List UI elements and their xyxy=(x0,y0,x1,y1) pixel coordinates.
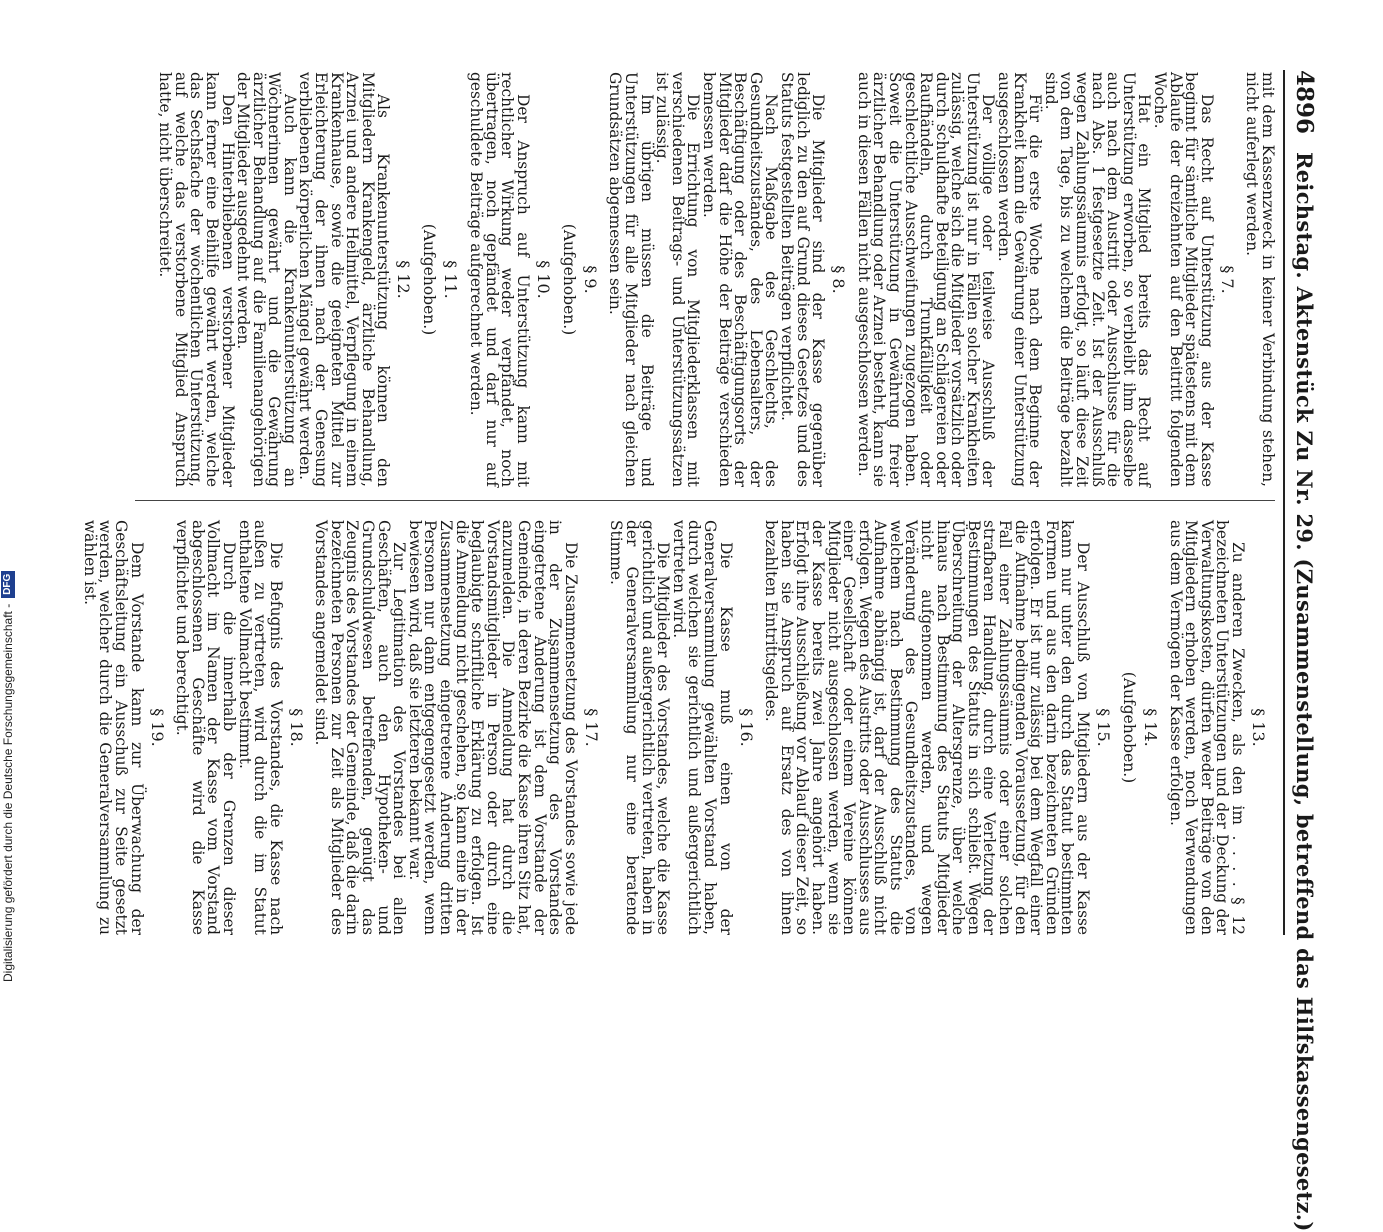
paragraph: Für die erste Woche nach dem Beginne der Krankheit kann die Gewährung einer Unterstützung ausgeschlossen werden. xyxy=(995,72,1045,487)
section-heading-7: § 7. xyxy=(1217,265,1237,294)
section-status-9: (Aufgehoben.) xyxy=(559,223,578,336)
section-status-14: (Aufgehoben.) xyxy=(1120,671,1139,784)
section-heading-17: § 17. xyxy=(581,708,601,747)
paragraph: Durch die innerhalb der Grenzen dieser Vollmacht im Namen der Kasse vom Vorstand abgeschlossenen Geschäfte wird die Kasse verpflichtet und berechtigt. xyxy=(173,520,238,935)
paragraph: Hat ein Mitglied bereits das Recht auf Unterstützung erworben, so verbleibt ihm dasselbe auch nach dem Austritt oder Ausschlusse für die nach Abs. 1 festgesetzte Zeit. Ist der Ausschluß wegen Zahlungssäumnis erfolgt, so läuft diese Zeit von dem Tage, bis zu welchem die Beiträge bezahlt sind. xyxy=(1041,72,1154,487)
section-status-11: (Aufgehoben.) xyxy=(420,223,439,336)
section-heading-16: § 16. xyxy=(736,708,756,747)
right-column xyxy=(80,520,1275,935)
paragraph: Den Hinterbliebenen verstorbener Mitglieder kann ferner eine Beihilfe gewährt werden, welche das Sechsfache der wöchentlichen Unterstützung, auf welche das verstorbene Mitglied Anspruch hatte, nicht überschreitet. xyxy=(156,72,237,487)
paragraph: Zur Legitimation des Vorstandes bei allen Geschäften, auch den Hypotheken- und Grundschuldwesen betreffenden, genügt das Zeugnis des Vorstandes der Gemeinde, daß die darin bezeichneten Personen zur Zeit als Mitglieder des Vorstandes angemeldet sind. xyxy=(312,520,409,935)
paragraph: Der Anspruch auf Unterstützung kann mit rechtlicher Wirkung weder verpfändet, noch übertragen, noch gepfändet und darf nur auf geschuldete Beiträge aufgerechnet werden. xyxy=(467,72,532,487)
header-rule xyxy=(1283,70,1285,935)
section-heading-12: § 12. xyxy=(394,260,414,299)
footer xyxy=(0,0,18,1000)
dfg-logo-icon: DFG xyxy=(1,571,15,598)
paragraph: Das Recht auf Unterstützung aus der Kasse beginnt für sämtliche Mitglieder spätestens mit dem Ablaufe der dreizehnten auf den Beitritt folgenden Woche. xyxy=(1151,72,1216,487)
paragraph: Die Befugnis des Vorstandes, die Kasse nach außen zu vertreten, wird durch die im Statut enthaltene Vollmacht bestimmt. xyxy=(235,520,285,935)
left-column xyxy=(125,72,1275,487)
column-divider xyxy=(135,500,1275,501)
section-heading-15: § 15. xyxy=(1094,708,1114,747)
paragraph: Nach Maßgabe des Geschlechts, des Gesundheitszustandes, des Lebensalters, der Beschäftigung oder des Beschäftigungsorts der Mitglieder darf die Höhe der Beiträge verschieden bemessen werden. xyxy=(700,72,781,487)
section-heading-8: § 8. xyxy=(829,265,849,294)
paragraph: Zu anderen Zwecken, als den im . . . . § 12 bezeichneten Unterstützungen und der Deckung der Verwaltungskosten, dürfen weder Beiträge von den Mitgliedern erhoben werden, noch Verwendungen aus dem Vermögen der Kasse erfolgen. xyxy=(1166,520,1247,935)
section-heading-11: § 11. xyxy=(441,260,461,299)
paragraph: Als Krankenunterstützung können den Mitgliedern Krankengeld, ärztliche Behandlung, Arznei und andere Heilmittel, Verpflegung in einem Krankenhause, sowie die geeigneten Mittel zur Erleichterung der ihnen nach der Genesung verbliebenen körperlichen Mängel gewährt werden. xyxy=(296,72,393,487)
page-header xyxy=(1285,70,1325,1232)
intro-paragraph: mit dem Kassenzweck in keiner Verbindung stehen, nicht auferlegt werden. xyxy=(1243,72,1277,487)
paragraph: Die Mitglieder des Vorstandes, welche die Kasse gerichtlich und außergerichtlich vertreten, haben in der Generalversammlung nur eine beratende Stimme. xyxy=(607,520,673,935)
paragraph: Die Zusammensetzung des Vorstandes sowie jede in der Zusammensetzung des Vorstandes eingetretene Änderung ist dem Vorstande der Gemeinde, in deren Bezirke die Kasse ihren Sitz hat, anzumelden. Die Anmeldung hat durch die Vorstandsmitglieder in Person oder durch eine beglaubigte schriftliche Erklärung zu erfolgen. Ist die Anmeldung nicht geschehen, so kann eine in der Zusammensetzung eingetretene Änderung dritten Personen nur dann entgegengesetzt werden, wenn bewiesen wird, daß sie letzteren bekannt war. xyxy=(405,520,580,935)
section-heading-19: § 19. xyxy=(147,708,167,747)
paragraph: Die Mitglieder sind der Kasse gegenüber lediglich zu den auf Grund dieses Gesetzes und des Statuts festgestellten Beiträgen verpflichtet. xyxy=(777,72,828,487)
footer-credit-text: Digitalisierung gefördert durch die Deutsche Forschungsgemeinschaft - xyxy=(1,603,15,982)
section-heading-14: § 14. xyxy=(1141,708,1161,747)
section-heading-10: § 10. xyxy=(533,260,553,299)
paragraph: Der Ausschluß von Mitgliedern aus der Kasse kann nur unter den durch das Statut bestimmten Formen und aus den darin bezeichneten Gründen erfolgen. Er ist nur zulässig bei dem Wegfall einer die Aufnahme bedingenden Voraussetzung, für den Fall einer Zahlungssäumnis oder einer solchen strafbaren Handlung, durch eine Verletzung der Bestimmungen des Statuts in sich schließt. Wegen Überschreitung der Altersgrenze, über welche hinaus nach Bestimmung des Statuts Mitglieder nicht aufgenommen werden, und wegen Veränderung des Gesundheitszustandes, von welchem nach Bestimmung des Statuts die Aufnahme abhängig ist, darf der Ausschluß nicht erfolgen. Wegen des Austritts oder Ausschlusses aus einer Gesellschaft oder einem Vereine können Mitglieder nicht ausgeschlossen werden, wenn sie der Kasse bereits zwei Jahre angehört haben. Erfolgt ihre Ausschließung vor Ablauf dieser Zeit, so haben sie Anspruch auf Ersatz des von ihnen bezahlten Eintrittsgeldes. xyxy=(762,520,1093,935)
paragraph: Die Errichtung von Mitgliederklassen mit verschiedenen Beitrags- und Unterstützungssätzen ist zulässig. xyxy=(653,72,703,487)
paragraph: Die Kasse muß einen von der Generalversammlung gewählten Vorstand haben, durch welchen sie gerichtlich und außergerichtlich vertreten wird. xyxy=(669,520,735,935)
section-heading-9: § 9. xyxy=(580,265,600,294)
paragraph: Im übrigen müssen die Beiträge und Unterstützungen für alle Mitglieder nach gleichen Grundsätzen abgemessen sein. xyxy=(606,72,656,487)
paragraph: Auch kann die Krankenunterstützung an Wöchnerinnen gewährt und die Gewährung ärztlicher Behandlung auf die Familienangehörigen der Mitglieder ausgedehnt werden. xyxy=(234,72,299,487)
header-title: Reichstag. Aktenstück Zu Nr. 29. (Zusammenstellung, betreffend das Hilfskassengesetz.) xyxy=(1292,152,1318,1232)
paragraph: Dem Vorstande kann zur Überwachung der Geschäftsleitung ein Ausschuß zur Seite gesetzt werden, welcher durch die Generalversammlung zu wählen ist. xyxy=(80,520,146,935)
page-number: 4896 xyxy=(1291,70,1319,135)
paragraph: Der völlige oder teilweise Ausschluß der Unterstützung ist nur in Fällen solcher Krankheiten zulässig, welche sich die Mitglieder vorsätzlich oder durch schuldhafte Beteiligung an Schlägereien oder Raufhändeln, durch Trunkfälligkeit oder geschlechtliche Ausschweifungen zugezogen haben. Soweit die Unterstützung in Gewährung freier ärztlicher Behandlung oder Arznei besteht, kann sie auch in diesen Fällen nicht ausgeschlossen werden. xyxy=(854,72,998,487)
section-heading-18: § 18. xyxy=(286,708,306,747)
section-heading-13: § 13. xyxy=(1249,708,1268,747)
